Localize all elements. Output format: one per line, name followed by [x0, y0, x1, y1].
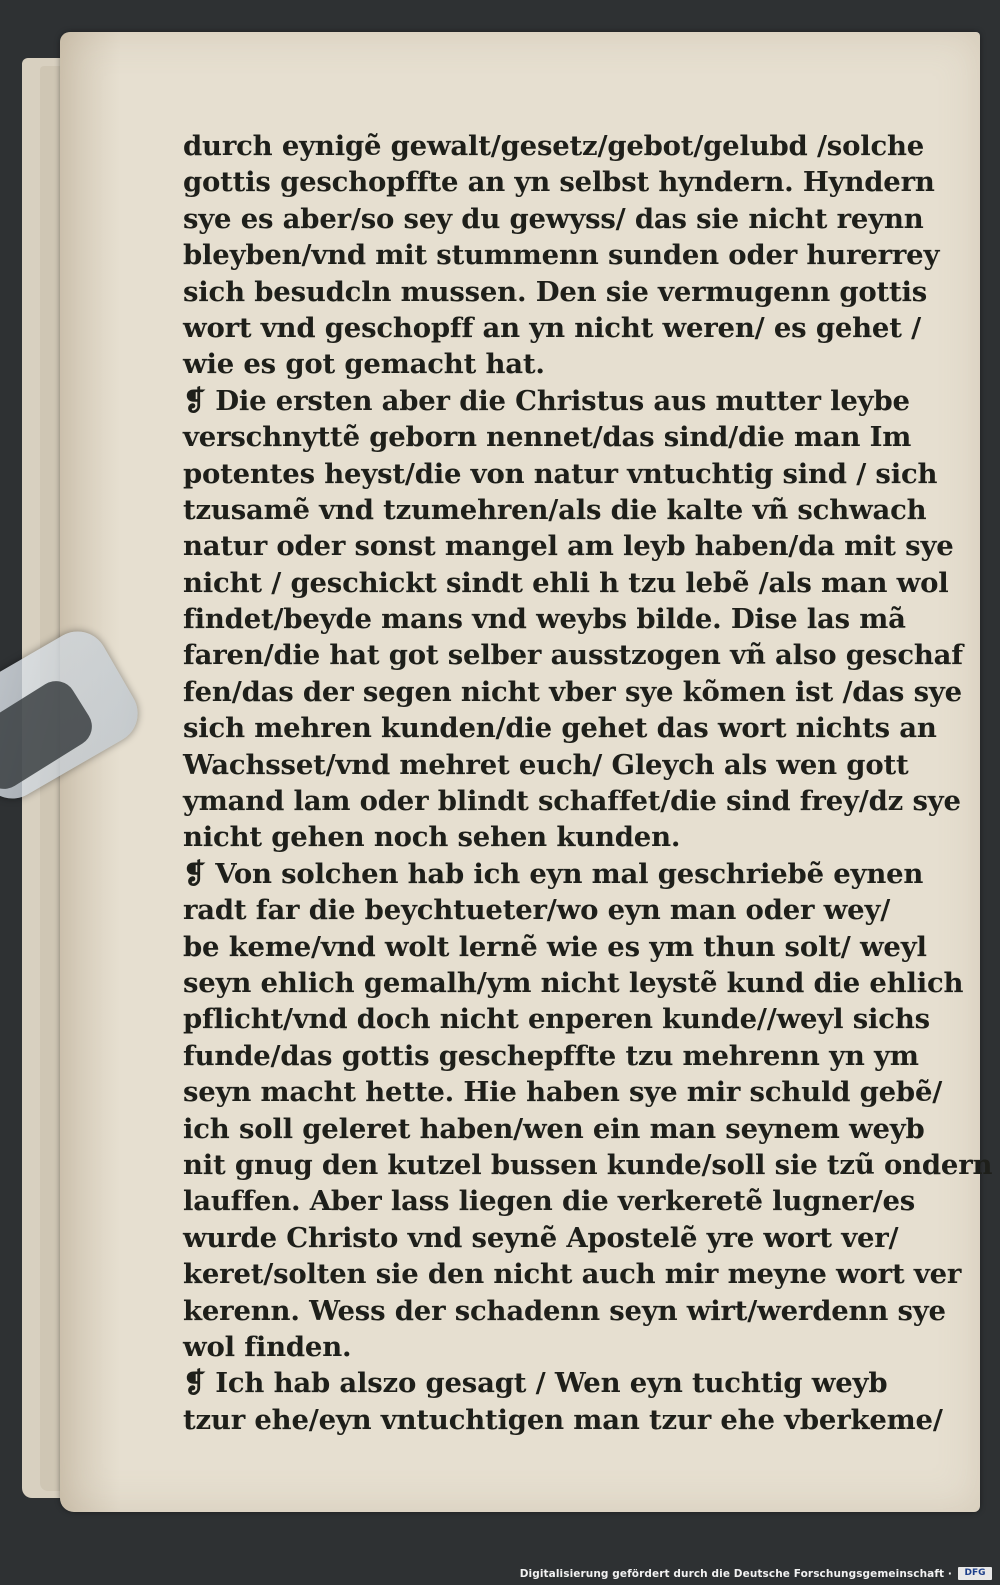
text-line: bleyben/vnd mit stummenn sunden oder hurerrey: [183, 239, 940, 272]
text-line: keret/solten sie den nicht auch mir meyne wort ver: [183, 1258, 962, 1291]
text-line: seyn macht hette. Hie haben sye mir schuld gebẽ/: [183, 1076, 943, 1109]
text-line: findet/beyde mans vnd weybs bilde. Dise las mã: [183, 603, 906, 636]
text-line: funde/das gottis geschepffte tzu mehrenn yn ym: [183, 1039, 919, 1072]
funding-notice: Digitalisierung gefördert durch die Deutsche Forschungsgemeinschaft ·: [519, 1568, 952, 1580]
text-line: wol finden.: [183, 1330, 352, 1363]
text-line: wurde Christo vnd seynẽ Apostelẽ yre wort ver/: [183, 1221, 899, 1254]
text-line: wort vnd geschopff an yn nicht weren/ es gehet /: [183, 311, 921, 344]
text-line: nit gnug den kutzel bussen kunde/soll sie tzũ ondern: [183, 1148, 993, 1181]
text-line: faren/die hat got selber ausstzogen vñ also geschaf: [183, 639, 963, 672]
text-line: nicht gehen noch sehen kunden.: [183, 821, 681, 854]
text-line: wie es got gemacht hat.: [183, 348, 545, 381]
text-line: pflicht/vnd doch nicht enperen kunde//weyl sichs: [183, 1003, 930, 1036]
text-line: sich mehren kunden/die gehet das wort nichts an: [183, 712, 937, 745]
text-line: radt far die beychtueter/wo eyn man oder wey/: [183, 894, 891, 927]
text-line: sye es aber/so sey du gewyss/ das sie nicht reynn: [183, 202, 924, 235]
text-line: fen/das der segen nicht vber sye kõmen ist /das sye: [183, 675, 962, 708]
text-line: ymand lam oder blindt schaffet/die sind frey/dz sye: [183, 785, 961, 818]
text-line: potentes heyst/die von natur vntuchtig sind / sich: [183, 457, 938, 490]
text-line: lauffen. Aber lass liegen die verkeretẽ lugner/es: [183, 1185, 916, 1218]
page-text: [183, 128, 993, 1438]
text-line: tzur ehe/eyn vntuchtigen man tzur ehe vberkeme/: [183, 1403, 943, 1436]
text-line: ❡ Ich hab alszo gesagt / Wen eyn tuchtig weyb: [183, 1367, 888, 1400]
footer-bar: [0, 1561, 1000, 1585]
text-line: tzusamẽ vnd tzumehren/als die kalte vñ schwach: [183, 493, 927, 526]
dfg-logo: DFG: [958, 1567, 992, 1580]
text-line: sich besudcln mussen. Den sie vermugenn gottis: [183, 275, 928, 308]
text-line: kerenn. Wess der schadenn seyn wirt/werdenn sye: [183, 1294, 946, 1327]
text-line: nicht / geschickt sindt ehli h tzu lebẽ /als man wol: [183, 566, 949, 599]
text-line: gottis geschopffte an yn selbst hyndern. Hyndern: [183, 166, 935, 199]
text-line: verschnyttẽ geborn nennet/das sind/die man Im: [183, 421, 912, 454]
text-line: ❡ Von solchen hab ich eyn mal geschriebẽ eynen: [183, 857, 924, 890]
text-line: natur oder sonst mangel am leyb haben/da mit sye: [183, 530, 954, 563]
text-line: ❡ Die ersten aber die Christus aus mutter leybe: [183, 384, 910, 417]
text-line: seyn ehlich gemalh/ym nicht leystẽ kund die ehlich: [183, 966, 964, 999]
text-line: be keme/vnd wolt lernẽ wie es ym thun solt/ weyl: [183, 930, 927, 963]
text-line: Wachsset/vnd mehret euch/ Gleych als wen gott: [183, 748, 909, 781]
text-line: ich soll geleret haben/wen ein man seynem weyb: [183, 1112, 925, 1145]
text-line: durch eynigẽ gewalt/gesetz/gebot/gelubd /solche: [183, 130, 925, 162]
